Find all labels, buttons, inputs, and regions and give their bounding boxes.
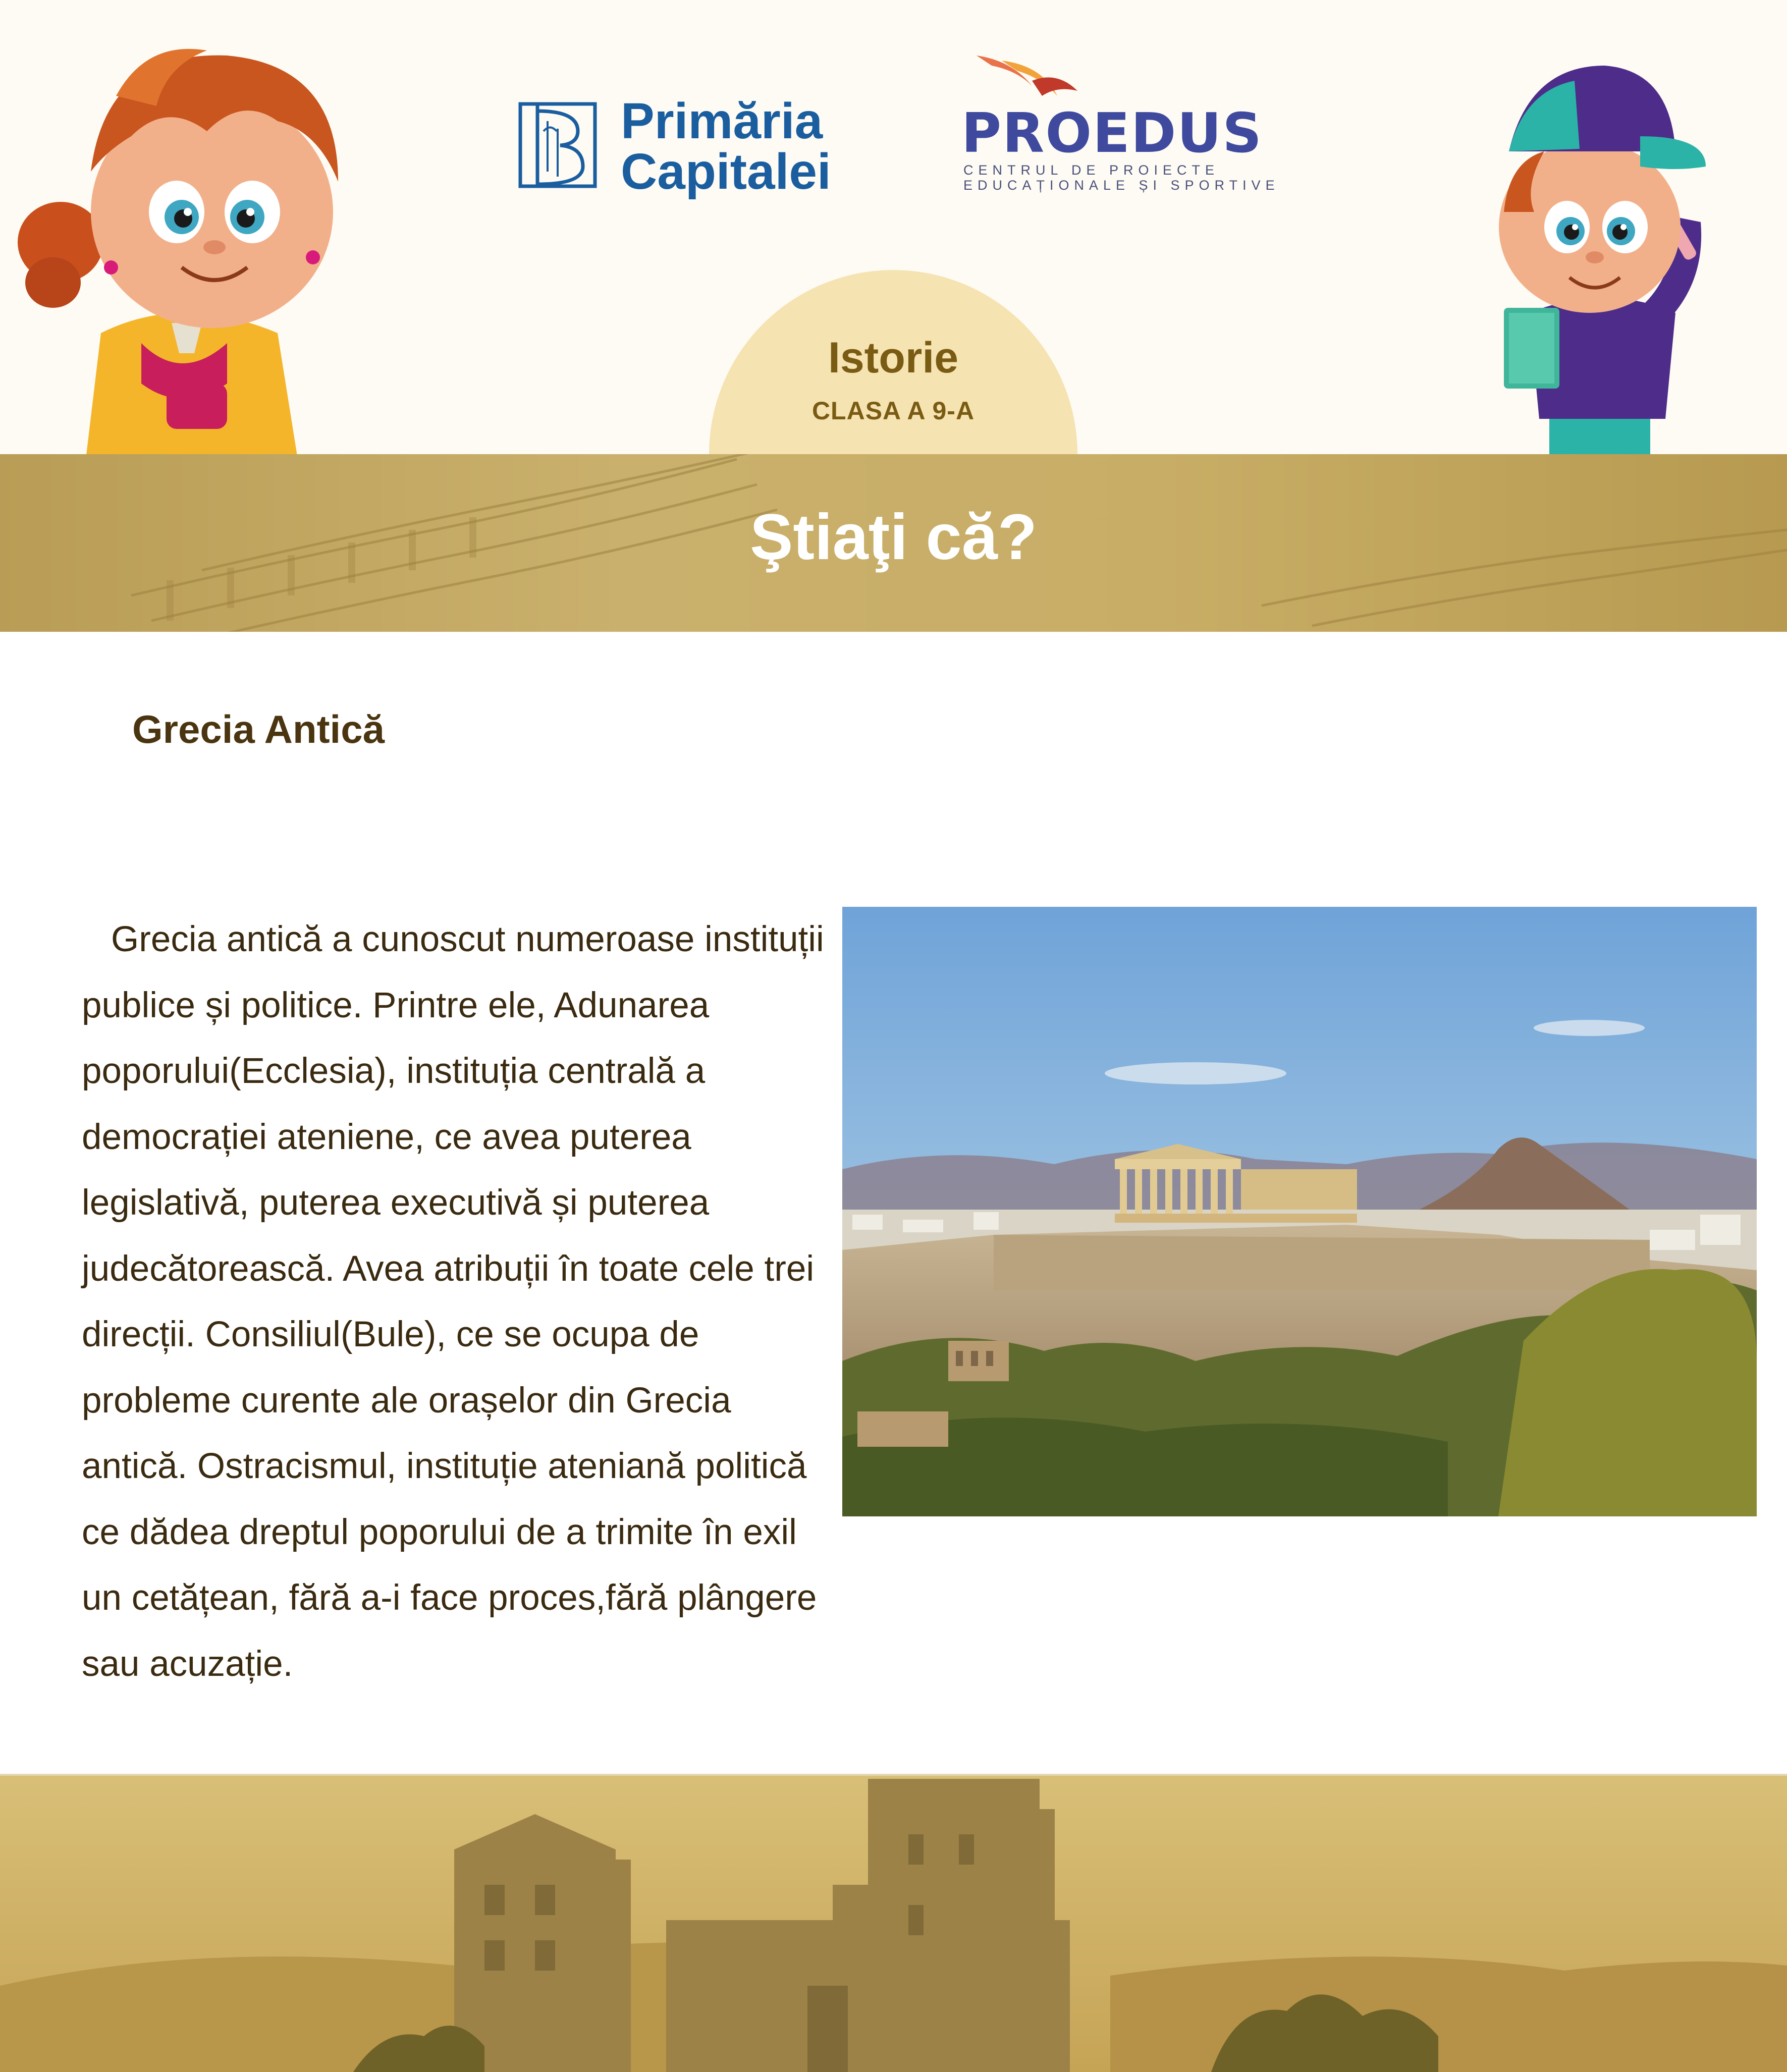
page-header <box>0 0 1787 457</box>
girl-mascot-icon <box>15 20 348 457</box>
primaria-name-line1: Primăria <box>621 93 823 149</box>
section-banner <box>0 454 1787 632</box>
acropolis-photo <box>842 907 1757 1516</box>
article-body-text: Grecia antică a cunoscut numeroase instituții publice și politice. Printre ele, Adunarea poporului(Ecclesia), instituția centrală a democrației ateniene, ce avea puterea legislativă, puterea executivă și puterea judecătorească. Avea atribuții în toate cele trei direcții. Consiliul(Bule), ce se ocupa de probleme curente ale orașelor din Grecia antică. Ostracismul, instituție ateniană politică ce dădea dreptul poporului de a trimite în exil un cetățean, fără a-i face proces,fără plângere sau acuzație. <box>82 919 824 1684</box>
article-body <box>82 907 839 1697</box>
castle-footer-image <box>0 1774 1787 2072</box>
proedus-tagline-line2: EDUCAȚIONALE ȘI SPORTIVE <box>963 178 1280 193</box>
boy-mascot-icon <box>1474 20 1736 457</box>
primaria-capitalei-logo <box>517 91 850 202</box>
primaria-name-line2: Capitalei <box>621 143 831 200</box>
proedus-logo <box>956 50 1280 193</box>
proedus-name: PROEDUS <box>961 102 1263 165</box>
grade-label: CLASA A 9-A <box>811 397 975 425</box>
banner-title: Ştiaţi că? <box>749 501 1038 573</box>
proedus-tagline-line1: CENTRUL DE PROIECTE <box>963 162 1220 178</box>
article-title: Grecia Antică <box>132 707 385 751</box>
subject-title: Istorie <box>828 334 959 382</box>
primaria-emblem-icon <box>517 101 598 189</box>
